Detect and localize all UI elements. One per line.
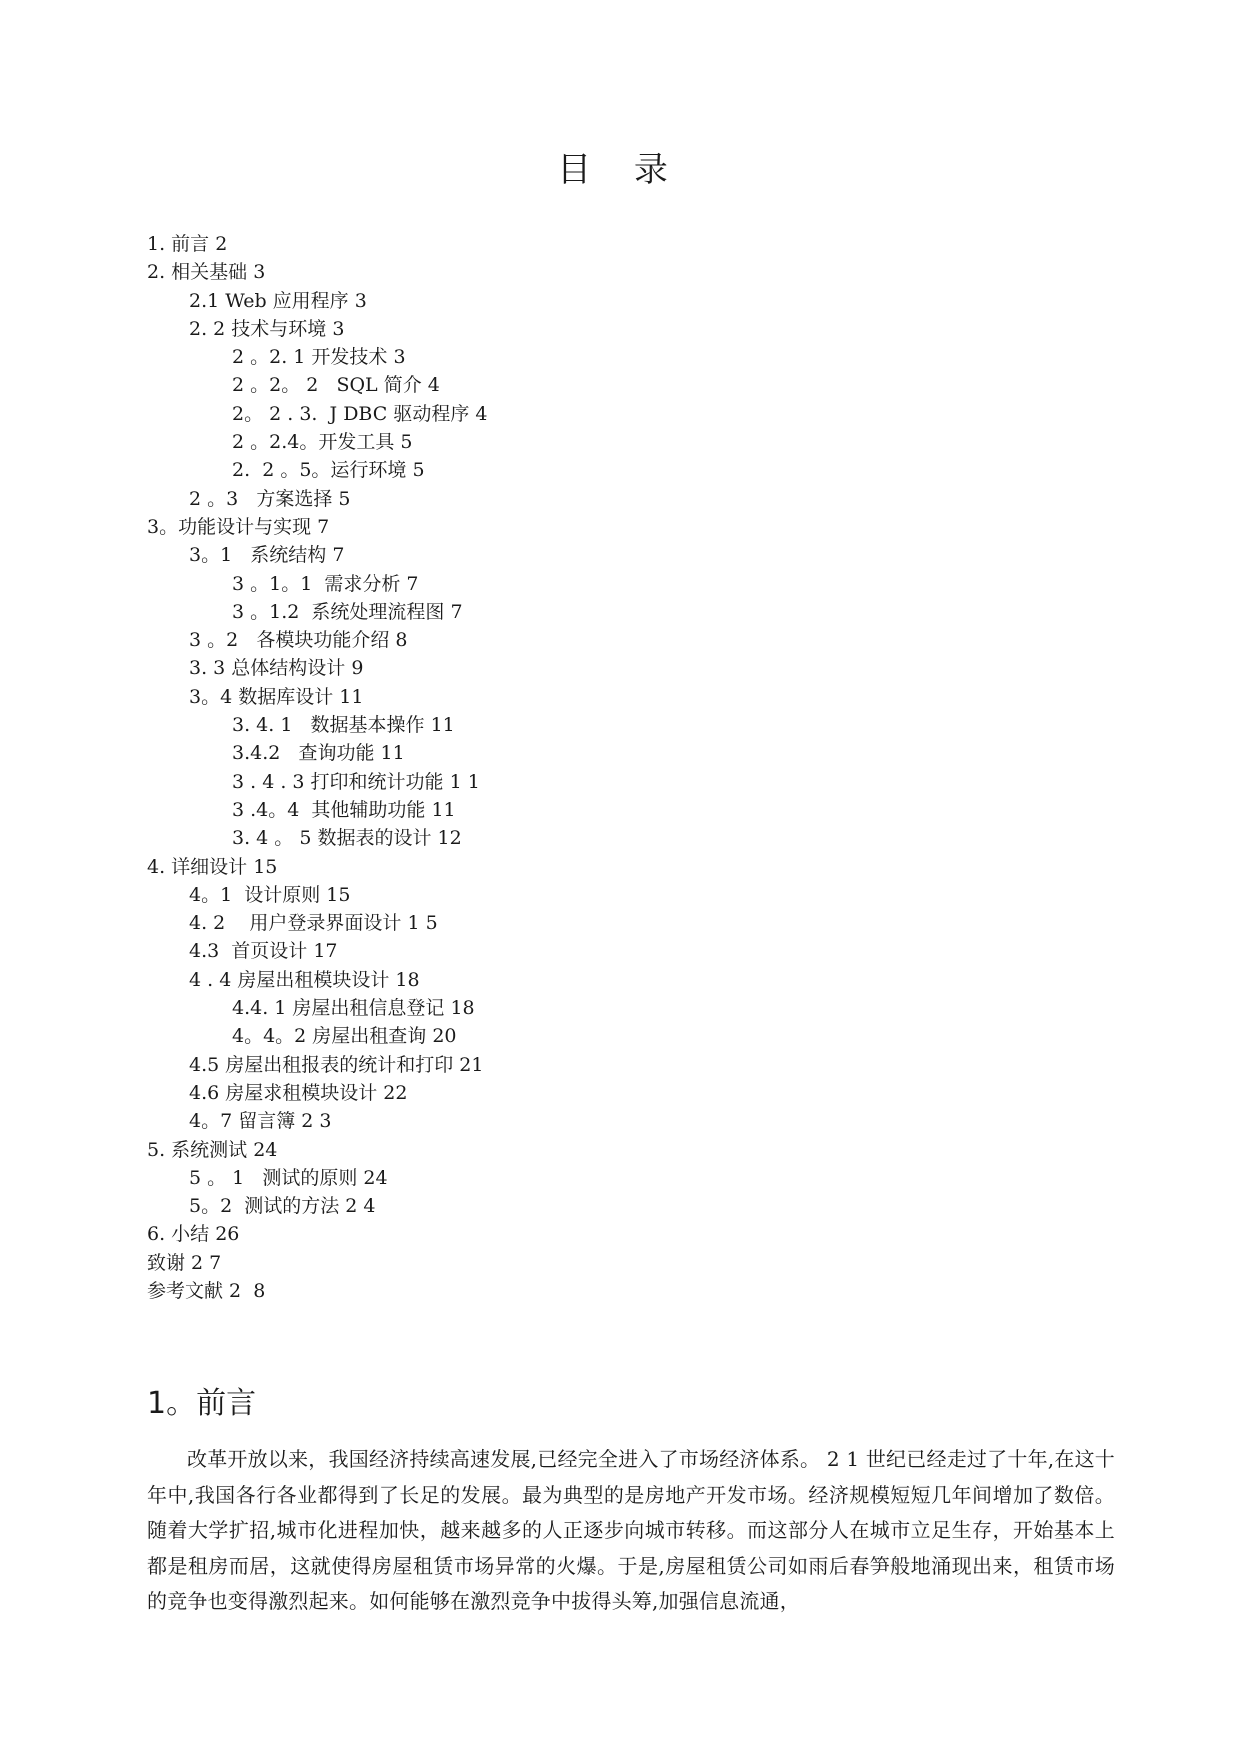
- toc-title: 目 录: [557, 150, 684, 190]
- toc-entry[interactable]: 3 。1。1 需求分析 7: [232, 572, 419, 595]
- toc-entry[interactable]: 4 . 4 房屋出租模块设计 18: [189, 968, 420, 991]
- toc-entry[interactable]: 致谢 2 7: [147, 1251, 222, 1274]
- toc-entry[interactable]: 5. 系统测试 24: [147, 1138, 278, 1161]
- toc-entry[interactable]: 4.5 房屋出租报表的统计和打印 21: [189, 1053, 484, 1076]
- toc-entry[interactable]: 3。4 数据库设计 11: [189, 685, 364, 708]
- toc-entry[interactable]: 2. 2 。5。运行环境 5: [232, 459, 425, 482]
- toc-entry[interactable]: 3. 4. 1 数据基本操作 11: [232, 714, 455, 737]
- toc-entry[interactable]: 5 。 1 测试的原则 24: [189, 1166, 388, 1189]
- toc-entry[interactable]: 4。1 设计原则 15: [189, 883, 351, 906]
- toc-entry[interactable]: 2. 相关基础 3: [147, 261, 266, 284]
- toc-entry[interactable]: 3。功能设计与实现 7: [147, 515, 330, 538]
- toc-entry[interactable]: 3. 3 总体结构设计 9: [189, 657, 364, 680]
- toc-entry[interactable]: 3. 4 。 5 数据表的设计 12: [232, 827, 462, 850]
- toc-entry[interactable]: 4.3 首页设计 17: [189, 940, 338, 963]
- toc-entry[interactable]: 4。4。2 房屋出租查询 20: [232, 1025, 457, 1048]
- section-paragraph: 改革开放以来，我国经济持续高速发展,已经完全进入了市场经济体系。 2 1 世纪已经走过了十年,在这十年中,我国各行各业都得到了长足的发展。最为典型的是房地产开发市场。经济规模短短几年间增加了数倍。随着大学扩招,城市化进程加快，越来越多的人正逐步向城市转移。而这部分人在城市立足生存，开始基本上都是租房而居，这就使得房屋租赁市场异常的火爆。于是,房屋租赁公司如雨后春笋般地涌现出来，租赁市场的竞争也变得激烈起来。如何能够在激烈竞争中拔得头筹,加强信息流通，: [147, 1447, 1115, 1613]
- section-heading: 1。前言: [147, 1386, 257, 1421]
- toc-entry[interactable]: 3 .4。4 其他辅助功能 11: [232, 798, 456, 821]
- toc-entry[interactable]: 3 。2 各模块功能介绍 8: [189, 629, 408, 652]
- toc-entry[interactable]: 4.6 房屋求租模块设计 22: [189, 1081, 408, 1104]
- toc-entry[interactable]: 2 。2。 2 SQL 简介 4: [232, 374, 440, 397]
- toc-entry[interactable]: 3 。1.2 系统处理流程图 7: [232, 600, 463, 623]
- table-of-contents: [147, 230, 1047, 1305]
- toc-entry[interactable]: 2. 2 技术与环境 3: [189, 317, 345, 340]
- toc-entry[interactable]: 5。2 测试的方法 2 4: [189, 1195, 376, 1218]
- toc-entry[interactable]: 2.1 Web 应用程序 3: [189, 289, 367, 312]
- toc-entry[interactable]: 4。7 留言簿 2 3: [189, 1110, 332, 1133]
- toc-entry[interactable]: 4. 详细设计 15: [147, 855, 278, 878]
- toc-entry[interactable]: 参考文献 2 8: [147, 1279, 266, 1302]
- toc-entry[interactable]: 2 。2. 1 开发技术 3: [232, 346, 406, 369]
- toc-entry[interactable]: 4. 2 用户登录界面设计 1 5: [189, 912, 438, 935]
- toc-entry[interactable]: 4.4. 1 房屋出租信息登记 18: [232, 997, 475, 1020]
- toc-entry[interactable]: 6. 小结 26: [147, 1223, 240, 1246]
- toc-entry[interactable]: 1. 前言 2: [147, 233, 228, 255]
- toc-entry[interactable]: 2。 2 . 3. J DBC 驱动程序 4: [232, 402, 488, 425]
- toc-entry[interactable]: 3 . 4 . 3 打印和统计功能 1 1: [232, 770, 480, 793]
- toc-entry[interactable]: 2 。2.4。开发工具 5: [232, 431, 413, 454]
- toc-entry[interactable]: 3.4.2 查询功能 11: [232, 742, 405, 765]
- toc-entry[interactable]: 3。1 系统结构 7: [189, 544, 345, 567]
- toc-entry[interactable]: 2 。3 方案选择 5: [189, 487, 351, 510]
